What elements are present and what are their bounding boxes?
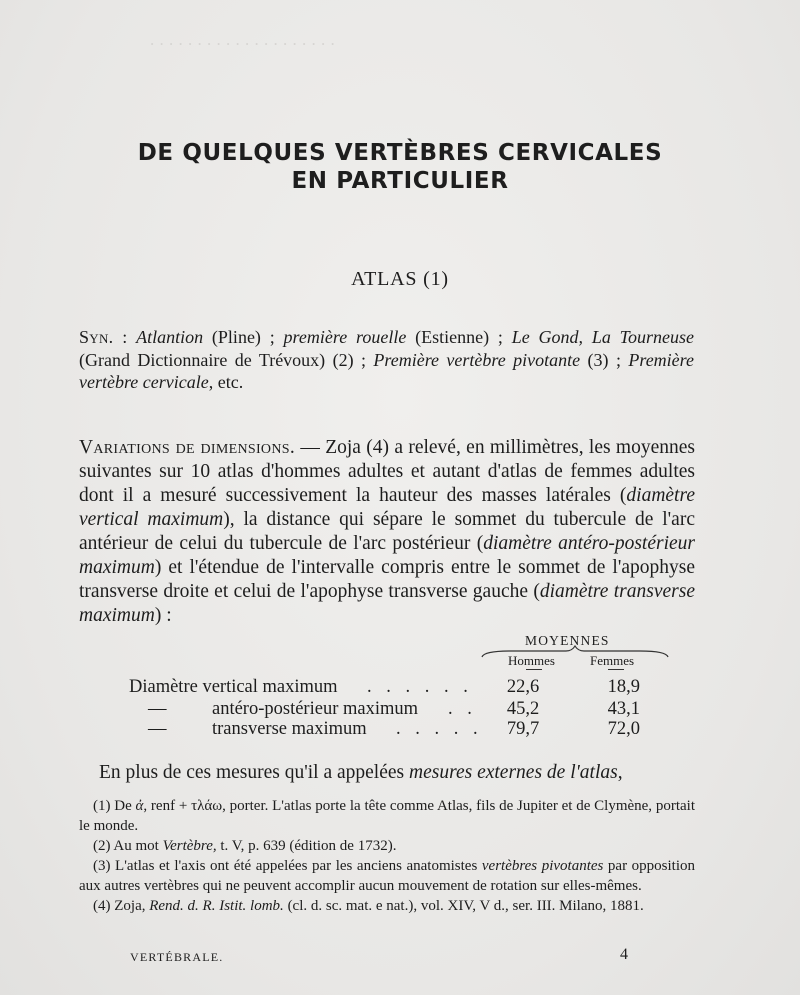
column-rule <box>526 669 542 670</box>
footnote <box>79 796 695 836</box>
italic-run: diamètre antéro-postérieur maximum <box>79 533 695 578</box>
text-run: (Grand Dictionnaire de Trévoux) (2) ; <box>79 349 374 370</box>
synonyms-label: Syn. <box>79 327 114 347</box>
italic-run: Première vertèbre cervicale <box>79 349 694 392</box>
title-line-2: EN PARTICULIER <box>291 168 509 194</box>
row-value-femmes: 18,9 <box>607 677 640 697</box>
text-run: (1) De <box>93 798 136 814</box>
italic-run: première rouelle <box>283 327 407 347</box>
italic-run: Vertèbre, <box>162 838 217 854</box>
table-group-header: MOYENNES <box>525 633 610 648</box>
row-label: Diamètre vertical maximum <box>129 677 338 697</box>
row-leader-dots: . . . . . . <box>367 677 473 697</box>
synonyms-paragraph <box>79 326 694 394</box>
text-run: , <box>617 762 623 783</box>
row-leader-dots: . . . . . <box>396 719 483 739</box>
row-leader-dots: . . <box>448 699 477 719</box>
italic-run: ἀ <box>135 798 144 814</box>
row-value-hommes: 45,2 <box>506 699 540 719</box>
text-run: , etc. <box>208 372 244 392</box>
closing-paragraph <box>79 762 699 785</box>
variations-label: Variations de dimensions. <box>79 437 296 458</box>
footnotes <box>79 796 695 916</box>
italic-run: Atlantion <box>136 327 204 347</box>
page-number: 4 <box>620 946 628 963</box>
text-run: ) et l'étendue de l'intervalle compris entre le sommet de l'apophyse transverse droite et celui de l'apophyse transverse gauche ( <box>79 557 695 602</box>
show-through-text: . . . . . . . . . . . . . . . . . . . . <box>150 30 336 49</box>
text-run: : <box>113 327 137 347</box>
row-label: antéro-postérieur maximum <box>212 699 419 719</box>
row-value-hommes: 79,7 <box>506 719 540 739</box>
text-run: t. V, p. 639 (édition de 1732). <box>216 838 397 854</box>
table-col-hommes: Hommes <box>508 653 555 668</box>
row-value-femmes: 72,0 <box>607 719 640 739</box>
italic-run: diamètre vertical maximum <box>79 485 695 530</box>
italic-run: Le Gond, La Tourneuse <box>511 327 694 347</box>
text-run: ) : <box>154 605 172 626</box>
italic-run: Première vertèbre pivotante <box>373 349 581 370</box>
section-heading: ATLAS (1) <box>351 268 449 290</box>
italic-run: Rend. d. R. Istit. lomb. <box>149 898 284 914</box>
table-row <box>0 719 800 743</box>
table-col-femmes: Femmes <box>590 653 635 668</box>
text-run: (4) Zoja, <box>93 898 150 914</box>
text-run: (3) ; <box>580 349 629 370</box>
text-run: ), la distance qui sépare le sommet du tubercule de l'arc antérieur de celui du tubercule de l'arc postérieur ( <box>79 509 695 554</box>
closing-text <box>99 762 623 783</box>
footnote <box>79 896 695 916</box>
text-run: , renf + τλάω, porter. L'atlas porte la tête comme Atlas, fils de Jupiter et de Clymène, portait le monde. <box>79 798 695 834</box>
text-run: (Pline) ; <box>203 327 284 347</box>
row-label: transverse maximum <box>212 719 367 739</box>
text-run: (Estienne) ; <box>406 327 512 347</box>
column-rule <box>608 669 624 670</box>
row-value-hommes: 22,6 <box>506 677 540 697</box>
variations-paragraph <box>79 436 695 628</box>
text-run: (3) L'atlas et l'axis ont été appelées par les anciens anatomistes <box>93 858 482 874</box>
italic-run: mesures externes de l'atlas <box>409 762 618 783</box>
italic-run: diamètre transverse maximum <box>79 581 695 626</box>
text-run: En plus de ces mesures qu'il a appelées <box>99 762 410 783</box>
italic-run: vertèbres pivotantes <box>481 858 604 874</box>
row-ditto: — <box>148 719 167 739</box>
footnote <box>79 836 695 856</box>
synonyms-text <box>79 327 694 392</box>
row-ditto: — <box>148 699 167 719</box>
table-row <box>0 677 800 701</box>
variations-text <box>79 437 695 626</box>
footnote <box>79 856 695 896</box>
row-value-femmes: 43,1 <box>607 699 640 719</box>
title-line-1: DE QUELQUES VERTÈBRES CERVICALES <box>137 140 663 166</box>
text-run: (2) Au mot <box>93 838 163 854</box>
text-run: (cl. d. sc. mat. e nat.), vol. XIV, V d., ser. III. Milano, 1881. <box>283 898 644 914</box>
signature-mark: VERTÉBRALE. <box>130 950 224 964</box>
text-run: par opposition aux autres vertèbres qui ne peuvent accomplir aucun mouvement de rotation sur elles-mêmes. <box>79 858 695 894</box>
text-run: — Zoja (4) a relevé, en millimètres, les moyennes suivantes sur 10 atlas d'hommes adultes et autant d'atlas de femmes adultes dont il a mesuré successivement la hauteur des masses latérales ( <box>79 437 696 506</box>
